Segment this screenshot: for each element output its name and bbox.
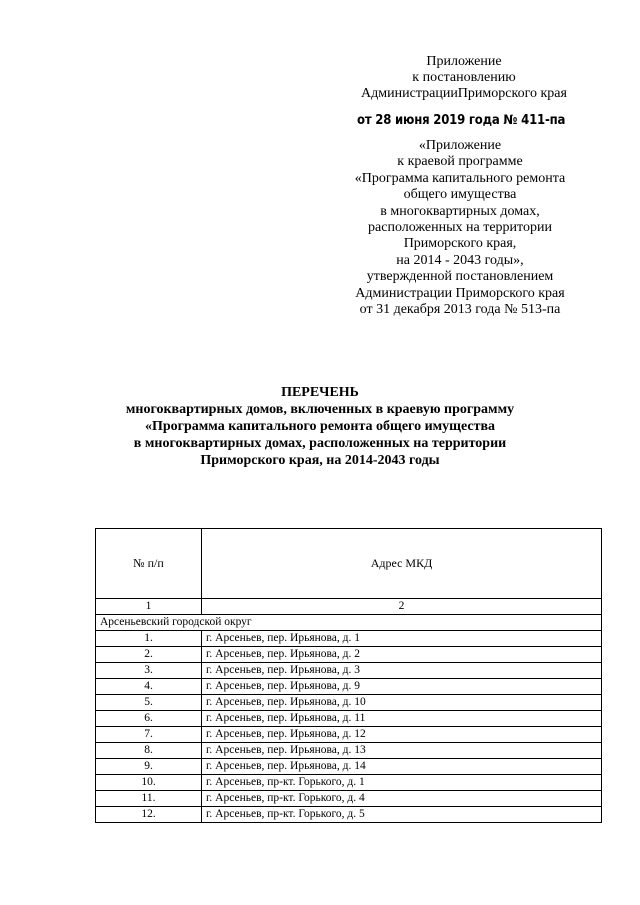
column-index-number: 1 bbox=[96, 599, 202, 615]
row-address: г. Арсеньев, пер. Ирьянова, д. 12 bbox=[202, 727, 602, 743]
district-name: Арсеньевский городской округ bbox=[96, 615, 602, 631]
appendix-line: к постановлению bbox=[412, 70, 516, 85]
district-row bbox=[96, 615, 602, 631]
table-row bbox=[96, 727, 602, 743]
program-line: «Программа капитального ремонта bbox=[354, 170, 566, 186]
row-address: г. Арсеньев, пр-кт. Горького, д. 4 bbox=[202, 791, 602, 807]
decree-date-stamp: от 28 июня 2019 года № 411-па bbox=[357, 113, 566, 128]
row-number: 2. bbox=[96, 647, 202, 663]
appendix-line: Приложение bbox=[426, 54, 502, 69]
title-line: «Программа капитального ремонта общего имущества bbox=[144, 419, 496, 434]
row-address: г. Арсеньев, пер. Ирьянова, д. 2 bbox=[202, 647, 602, 663]
title-line: ПЕРЕЧЕНЬ bbox=[281, 385, 359, 400]
row-number: 12. bbox=[96, 807, 202, 823]
title-line: Приморского края, на 2014-2043 годы bbox=[200, 453, 440, 468]
table-row bbox=[96, 759, 602, 775]
row-number: 8. bbox=[96, 743, 202, 759]
row-address: г. Арсеньев, пер. Ирьянова, д. 13 bbox=[202, 743, 602, 759]
table-row bbox=[96, 647, 602, 663]
row-number: 5. bbox=[96, 695, 202, 711]
program-line: утвержденной постановлением bbox=[366, 269, 554, 285]
table-row bbox=[96, 807, 602, 823]
program-line: в многоквартирных домах, bbox=[380, 203, 540, 219]
program-line: Приморского края, bbox=[403, 236, 517, 252]
row-address: г. Арсеньев, пр-кт. Горького, д. 5 bbox=[202, 807, 602, 823]
document-title bbox=[100, 384, 540, 469]
appendix-line: АдминистрацииПриморского края bbox=[361, 86, 567, 101]
column-index-address: 2 bbox=[202, 599, 602, 615]
row-address: г. Арсеньев, пер. Ирьянова, д. 9 bbox=[202, 679, 602, 695]
program-line: от 31 декабря 2013 года № 513-па bbox=[359, 302, 561, 318]
table-row bbox=[96, 679, 602, 695]
header-number: № п/п bbox=[96, 529, 202, 599]
row-address: г. Арсеньев, пер. Ирьянова, д. 14 bbox=[202, 759, 602, 775]
program-line: к краевой программе bbox=[397, 154, 523, 170]
header-address: Адрес МКД bbox=[202, 529, 602, 599]
program-appendix-header bbox=[330, 138, 590, 318]
row-number: 7. bbox=[96, 727, 202, 743]
row-number: 3. bbox=[96, 663, 202, 679]
table-row bbox=[96, 695, 602, 711]
table-row bbox=[96, 663, 602, 679]
table-row bbox=[96, 791, 602, 807]
program-line: на 2014 - 2043 годы», bbox=[396, 252, 524, 268]
program-line: расположенных на территории bbox=[368, 220, 552, 236]
row-address: г. Арсеньев, пер. Ирьянова, д. 11 bbox=[202, 711, 602, 727]
building-list-table bbox=[95, 528, 602, 823]
row-number: 6. bbox=[96, 711, 202, 727]
appendix-header bbox=[340, 54, 588, 102]
program-line: «Приложение bbox=[418, 138, 502, 153]
table-row bbox=[96, 775, 602, 791]
row-number: 9. bbox=[96, 759, 202, 775]
row-address: г. Арсеньев, пер. Ирьянова, д. 10 bbox=[202, 695, 602, 711]
row-number: 10. bbox=[96, 775, 202, 791]
title-line: многоквартирных домов, включенных в краевую программу bbox=[125, 402, 515, 417]
column-index-row bbox=[96, 599, 602, 615]
row-address: г. Арсеньев, пер. Ирьянова, д. 1 bbox=[202, 631, 602, 647]
title-line: в многоквартирных домах, расположенных на территории bbox=[133, 436, 507, 451]
table-row bbox=[96, 631, 602, 647]
table-row bbox=[96, 711, 602, 727]
table-header-row bbox=[96, 529, 602, 599]
row-address: г. Арсеньев, пр-кт. Горького, д. 1 bbox=[202, 775, 602, 791]
row-number: 1. bbox=[96, 631, 202, 647]
table-row bbox=[96, 743, 602, 759]
row-number: 4. bbox=[96, 679, 202, 695]
row-address: г. Арсеньев, пер. Ирьянова, д. 3 bbox=[202, 663, 602, 679]
row-number: 11. bbox=[96, 791, 202, 807]
program-line: общего имущества bbox=[403, 187, 517, 203]
program-line: Администрации Приморского края bbox=[355, 285, 565, 301]
